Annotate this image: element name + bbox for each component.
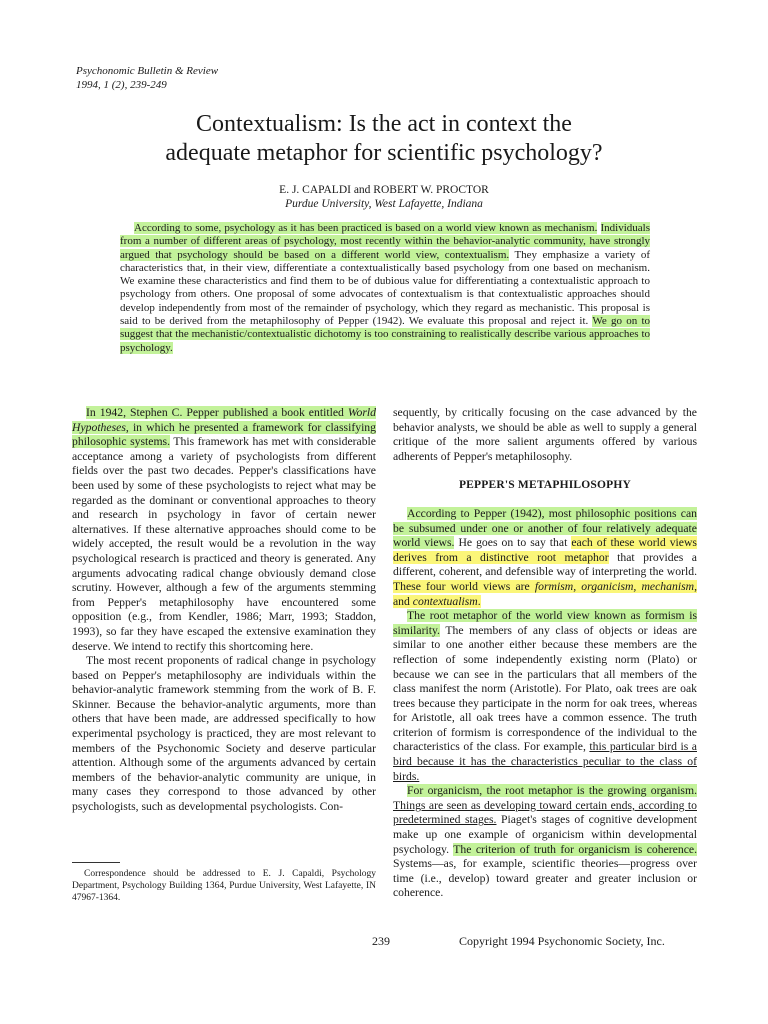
- highlight-green: The criterion of truth for organicism is coherence.: [453, 842, 698, 856]
- highlight-green: We go on to suggest that the mechanistic/contextualistic dichotomy is too constraining to realistically describe various approaches to psychology.: [120, 315, 650, 354]
- highlight-green: The root metaphor of the world view known as formism is similarity.: [393, 609, 697, 637]
- footnote-text: Correspondence should be addressed to E. J. Capaldi, Psychology Department, Psychology Building 1364, Purdue University, West Lafayette, IN 47967-1364.: [72, 869, 376, 903]
- page-number: 239: [372, 934, 390, 948]
- highlight-yellow: These four world views are formism, organicism, mechanism, and contextualism.: [393, 579, 697, 608]
- left-column: [72, 406, 376, 815]
- underlined-text: Things are seen as developing toward certain ends, according to predetermined stages.: [393, 798, 697, 827]
- body-paragraph: In 1942, Stephen C. Pepper published a book entitled World Hypotheses, in which he presented a framework for classifying philosophic systems. This framework has met with considerable acceptance among a variety of psychologists from different fields over the past two decades. Pepper's classifications have been used by some of these psychologists to reject what may be regarded as the dominant or conventional approaches to theory and research in psychology in favor of certain newer alternatives. If these alternative approaches should come to be widely accepted, the result would be a revolution in the way psychological research is practiced and theory is generated. Any arguments advocating radical change obviously demand close scrutiny. However, although a few of the arguments stemming from Pepper's metaphilosophy have encountered some opposition (e.g., from Kendler, 1986; Marr, 1993; Staddon, 1993), so far they have escaped the extensive examination they deserve. We intend to rectify this shortcoming here.: [72, 406, 377, 653]
- highlight-yellow: each of these world views derives from a distinctive root metaphor: [393, 536, 697, 564]
- body-paragraph: sequently, by critically focusing on the case advanced by the behavior analysts, we should be able as well to supply a general critique of the more salient arguments offered by various adherents of Pepper's metaphilosophy.: [393, 406, 697, 463]
- paper-title: [60, 110, 708, 168]
- affiliation: Purdue University, West Lafayette, Indiana: [285, 198, 483, 210]
- title-line-1: Contextualism: Is the act in context the: [196, 111, 572, 137]
- journal-citation: [76, 64, 218, 92]
- book-title: World Hypotheses: [72, 406, 377, 434]
- abstract-text: They emphasize a variety of characteristics that, in their view, differentiate a contextualistically based psychology from one based on mechanism. We examine these characteristics and find them to be of dubious value for differentiating a contextualistic approach to psychology from others. One proposal of some advocates of contextualism is that contextualistic approaches should develop independently from most of the remainder of psychology, which they regard as mechanistic. This proposal is said to be derived from the metaphilosophy of Pepper (1942). We evaluate this proposal and reject it.: [120, 248, 650, 328]
- underlined-text: this particular bird is a bird because it has the characteristics peculiar to the class of birds.: [393, 740, 697, 783]
- title-line-2: adequate metaphor for scientific psychology?: [165, 140, 603, 166]
- body-paragraph: The most recent proponents of radical change in psychology based on Pepper's metaphilosophy are individuals within the behavior-analytic framework stemming from the work of B. F. Skinner. Because the behavior-analytic arguments, more than others that have been made, are addressed specifically to how experimental psychology is practiced, they are most relevant to members of the Psychonomic Society and deserve particular attention. Although some of the arguments advanced by certain members of the behavior-analytic community are unique, in many cases they correspond to those advanced by other psychologists, such as developmental psychologists. Con-: [72, 654, 376, 814]
- highlight-green: According to some, psychology as it has been practiced is based on a world view known as mechanism.: [134, 222, 598, 234]
- footnote: [72, 868, 376, 904]
- body-paragraph: According to Pepper (1942), most philosophic positions can be subsumed under one or another of four relatively adequate world views. He goes on to say that each of these world views derives from a distinctive root metaphor that provides a different, coherent, and defensible way of interpreting the world. These four world views are formism, organicism, mechanism, and contextualism.: [393, 506, 697, 608]
- abstract: [120, 222, 650, 355]
- highlight-green: In 1942, Stephen C. Pepper published a book entitled World Hypotheses, in which he presented a framework for classifying philosophic systems.: [72, 406, 377, 449]
- abstract-paragraph: [120, 222, 650, 355]
- footnote-divider: [72, 862, 120, 863]
- journal-volume: 1994, 1 (2), 239-249: [76, 79, 167, 91]
- right-column: [393, 406, 697, 901]
- authors: E. J. CAPALDI and ROBERT W. PROCTOR: [279, 184, 489, 196]
- highlight-green: Individuals from a number of different areas of psychology, most recently within the behavior-analytic community, have strongly argued that psychology should be based on a different world view, contextualism.: [120, 222, 651, 261]
- copyright: Copyright 1994 Psychonomic Society, Inc.: [459, 934, 665, 948]
- highlight-green: For organicism, the root metaphor is the growing organism.: [407, 784, 697, 798]
- section-heading: PEPPER'S METAPHILOSOPHY: [458, 479, 632, 492]
- highlight-green: According to Pepper (1942), most philosophic positions can be subsumed under one or another of four relatively adequate world views.: [393, 506, 697, 550]
- body-paragraph: The root metaphor of the world view known as formism is similarity. The members of any class of objects or ideas are similar to one another either because these members are the reflection of some independently existing norm (Plato) or because we can see in the particulars that all members of the class manifest the norm (Aristotle). For Plato, oak trees are oak trees because they participate in the norm for oak trees, whereas for Aristotle, all oak trees have a common essence. The truth criterion of formism is correspondence of the individual to the characteristics of the class. For example, this particular bird is a bird because it has the characteristics peculiar to the class of birds.: [393, 609, 697, 783]
- journal-name: Psychonomic Bulletin & Review: [76, 65, 219, 77]
- body-paragraph: For organicism, the root metaphor is the growing organism. Things are seen as developing toward certain ends, according to predetermined stages. Piaget's stages of cognitive development make up one example of organicism within developmental psychology. The criterion of truth for organicism is coherence. Systems—as, for example, scientific theories—progress over time (i.e., develop) toward greater and greater inclusion or coherence.: [393, 784, 698, 900]
